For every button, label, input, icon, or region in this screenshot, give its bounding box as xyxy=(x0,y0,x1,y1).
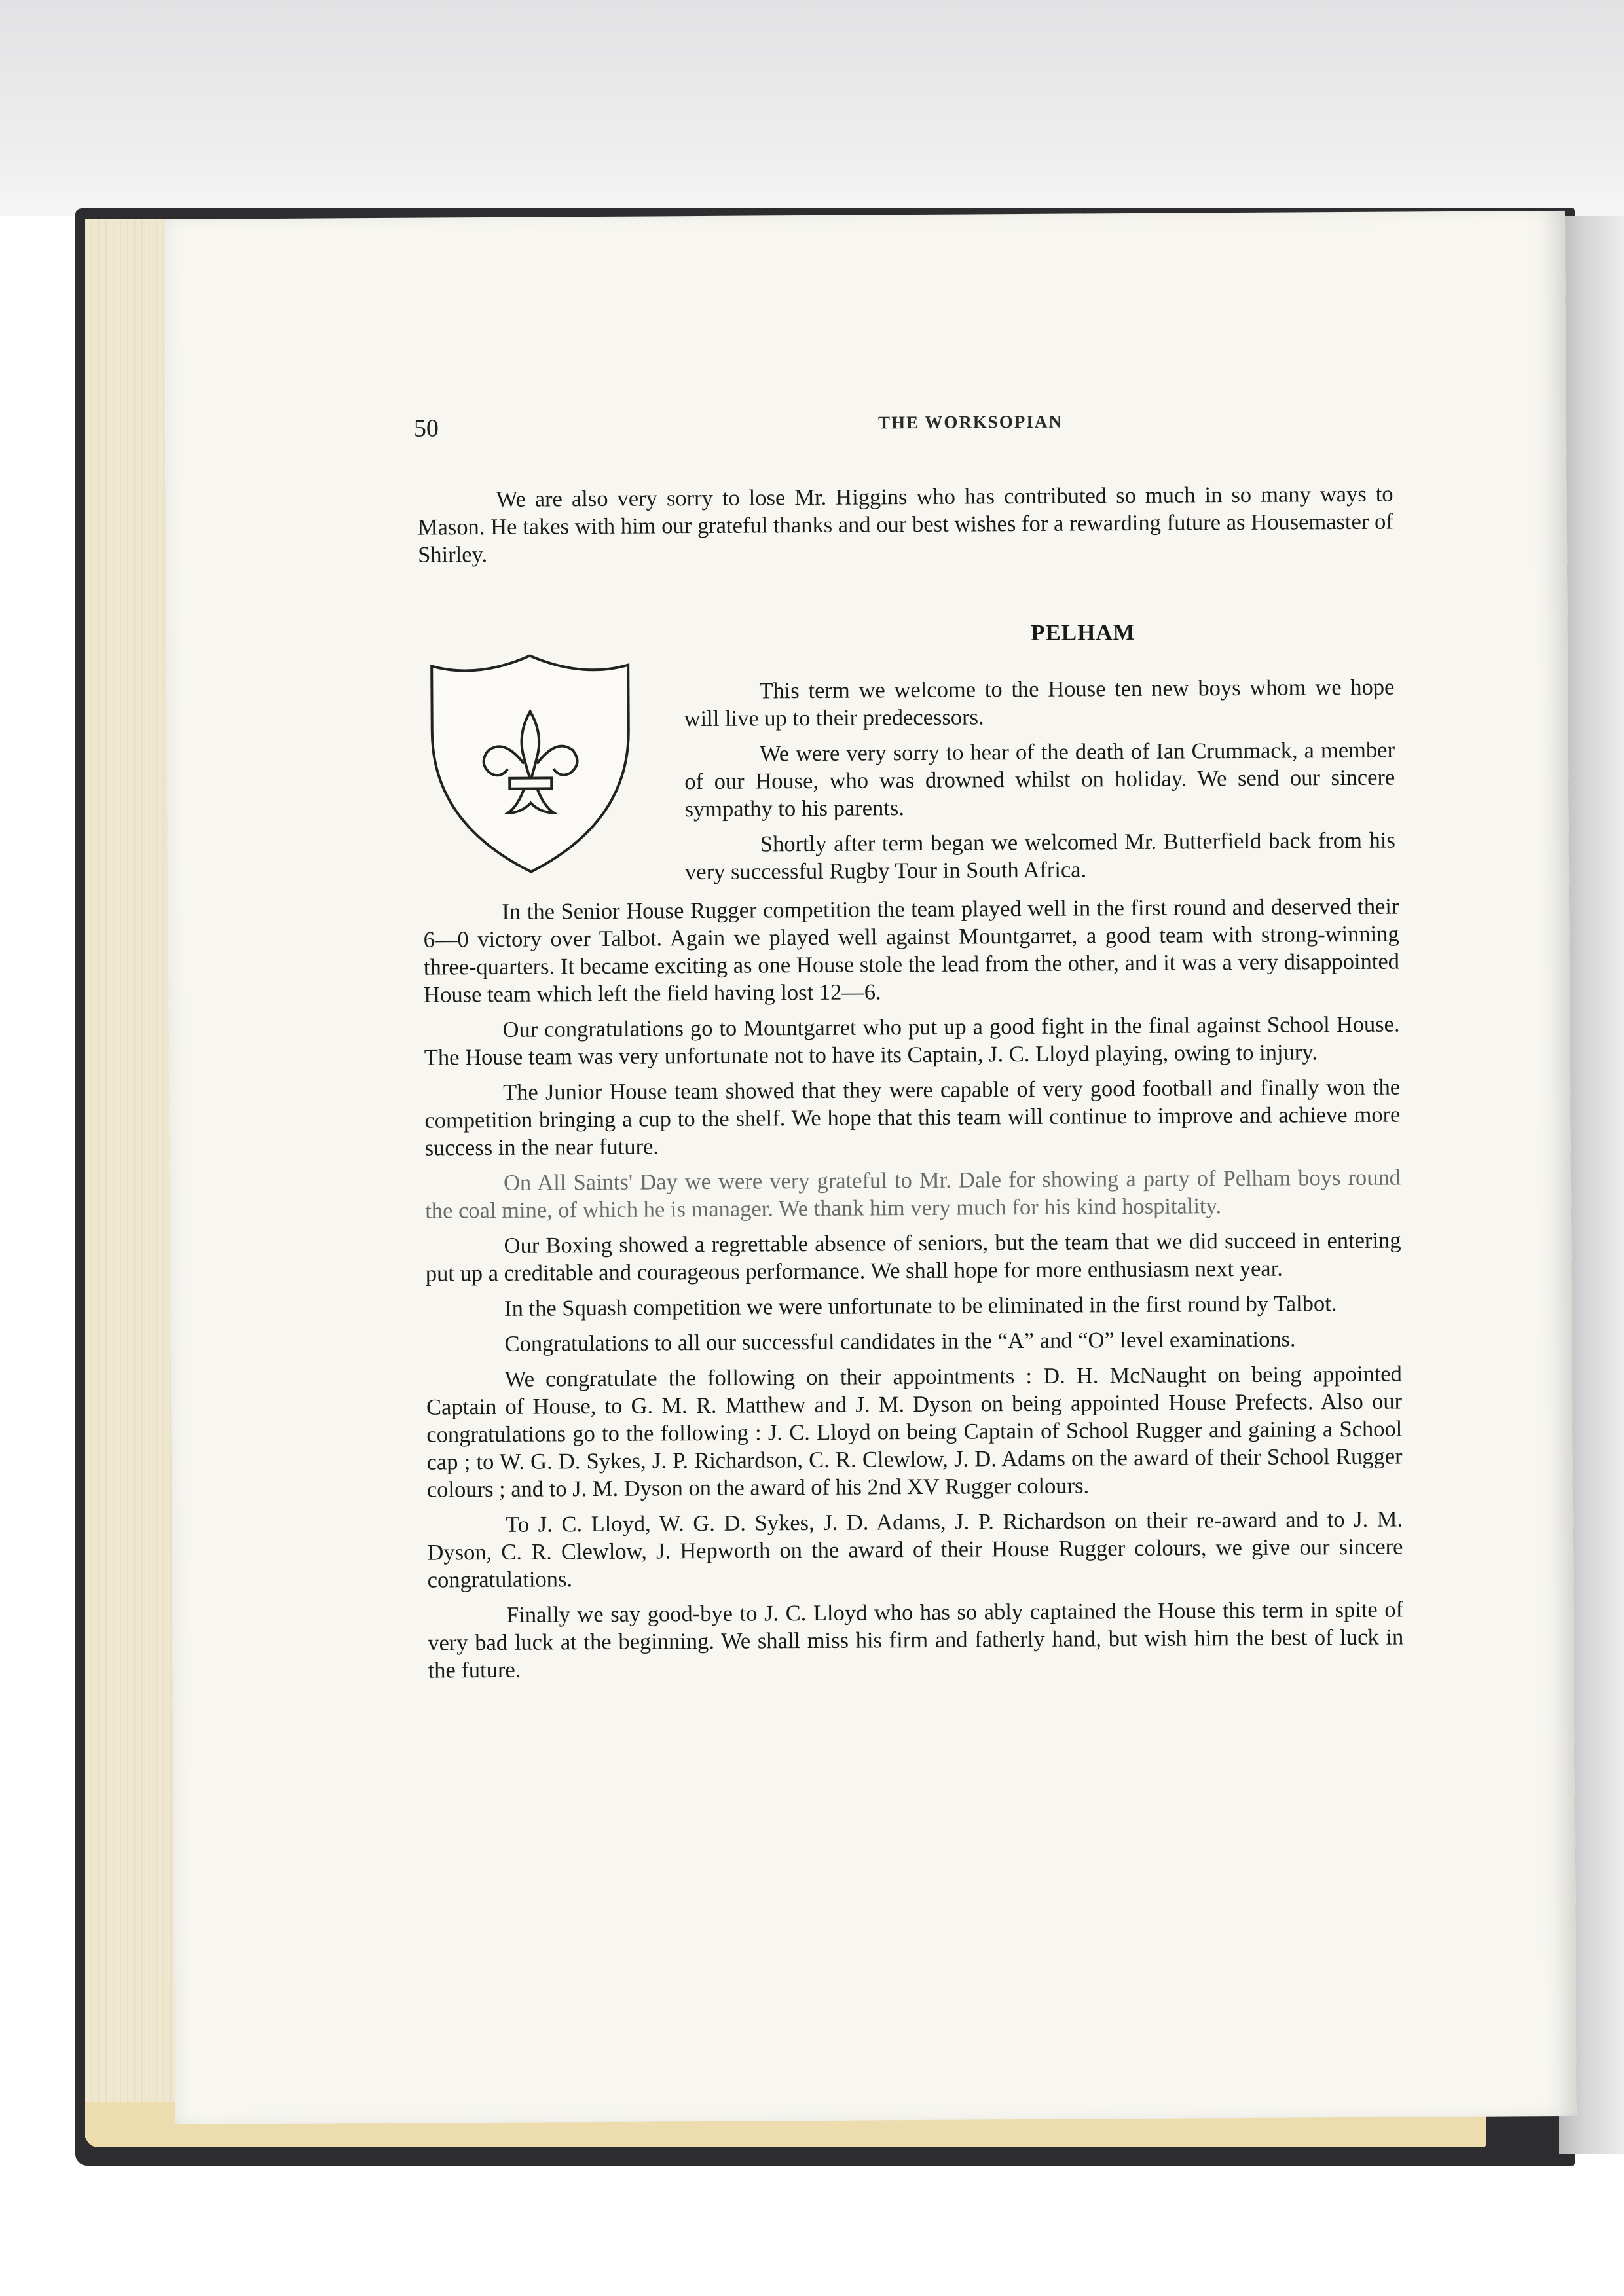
body-paragraph: Our Boxing showed a regrettable absence of seniors, but the team that we did succeed in entering put up a creditable and courageous performance. We shall hope for more enthusiasm next year. xyxy=(425,1228,1401,1286)
body-paragraph: In the Senior House Rugger competition the team played well in the first round and deserved their 6—0 victory over Talbot. Again we played well against Mountgarret, a good team with strong-winning three-quarters. It became exciting as one House stole the lead from the other, and it was a very disappointed House team which left the field having lost 12—6. xyxy=(423,894,1400,1008)
fleur-de-lis-shield-icon xyxy=(425,652,636,879)
page-number: 50 xyxy=(413,414,439,443)
body-text xyxy=(423,892,1403,1692)
body-paragraph: Finally we say good-bye to J. C. Lloyd who has so ably captained the House this term in spite of very bad luck at the beginning. We shall miss his firm and fatherly hand, but wish him the best of luck in the future. xyxy=(428,1597,1404,1683)
running-head: THE WORKSOPIAN xyxy=(877,411,1063,433)
body-paragraph: On All Saints' Day we were very grateful to Mr. Dale for showing a party of Pelham boys round the coal mine, of which he is manager. We thank him very much for his kind hospitality. xyxy=(425,1165,1401,1224)
scanner-backdrop-top xyxy=(0,0,1624,216)
body-paragraph: In the Squash competition we were unfortunate to be eliminated in the first round by Talbot. xyxy=(504,1291,1337,1321)
section-title: PELHAM xyxy=(1030,619,1135,646)
scanner-backdrop-bottom xyxy=(0,2174,1624,2296)
body-paragraph: We congratulate the following on their appointments : D. H. McNaught on being appointed Captain of House, to G. M. R. Matthew and J. M. Dyson on being appointed House Prefects. Also our congratulations go to the following : J. C. Lloyd on being Captain of School Rugger and gaining a School cap ; to W. G. D. Sykes, J. P. Richardson, C. R. Clewlow, J. D. Adams on the award of their School Rugger colours ; and to J. M. Dyson on the award of his 2nd XV Rugger colours. xyxy=(426,1361,1403,1503)
printed-page xyxy=(164,211,1577,2124)
intro-text xyxy=(417,481,1393,574)
side-paragraph: This term we welcome to the House ten new boys whom we hope will live up to their predecessors. xyxy=(684,674,1395,732)
body-paragraph: Our congratulations go to Mountgarret who put up a good fight in the final against School House. The House team was very unfortunate not to have its Captain, J. C. Lloyd playing, owing to injury. xyxy=(424,1011,1400,1070)
side-paragraph: Shortly after term began we welcomed Mr. Butterfield back from his very successful Rugby Tour in South Africa. xyxy=(684,828,1395,885)
intro-paragraph: We are also very sorry to lose Mr. Higgins who has contributed so much in so many ways to Mason. He takes with him our grateful thanks and our best wishes for a rewarding future as Housemaster of Shirley. xyxy=(417,481,1393,568)
body-paragraph: Congratulations to all our successful candidates in the “A” and “O” level examinations. xyxy=(504,1326,1296,1357)
body-paragraph: To J. C. Lloyd, W. G. D. Sykes, J. D. Adams, J. P. Richardson on their re-award and to J. M. Dyson, C. R. Clewlow, J. Hepworth on the award of their House Rugger colours, we give our sincere congratulations. xyxy=(427,1506,1403,1593)
body-paragraph: The Junior House team showed that they were capable of very good football and finally won the competition bringing a cup to the shelf. We hope that this team will continue to improve and achieve more success in the near future. xyxy=(424,1074,1401,1161)
side-text xyxy=(684,674,1395,894)
side-paragraph: We were very sorry to hear of the death of Ian Crummack, a member of our House, who was drowned whilst on holiday. We send our sincere sympathy to his parents. xyxy=(684,737,1395,822)
